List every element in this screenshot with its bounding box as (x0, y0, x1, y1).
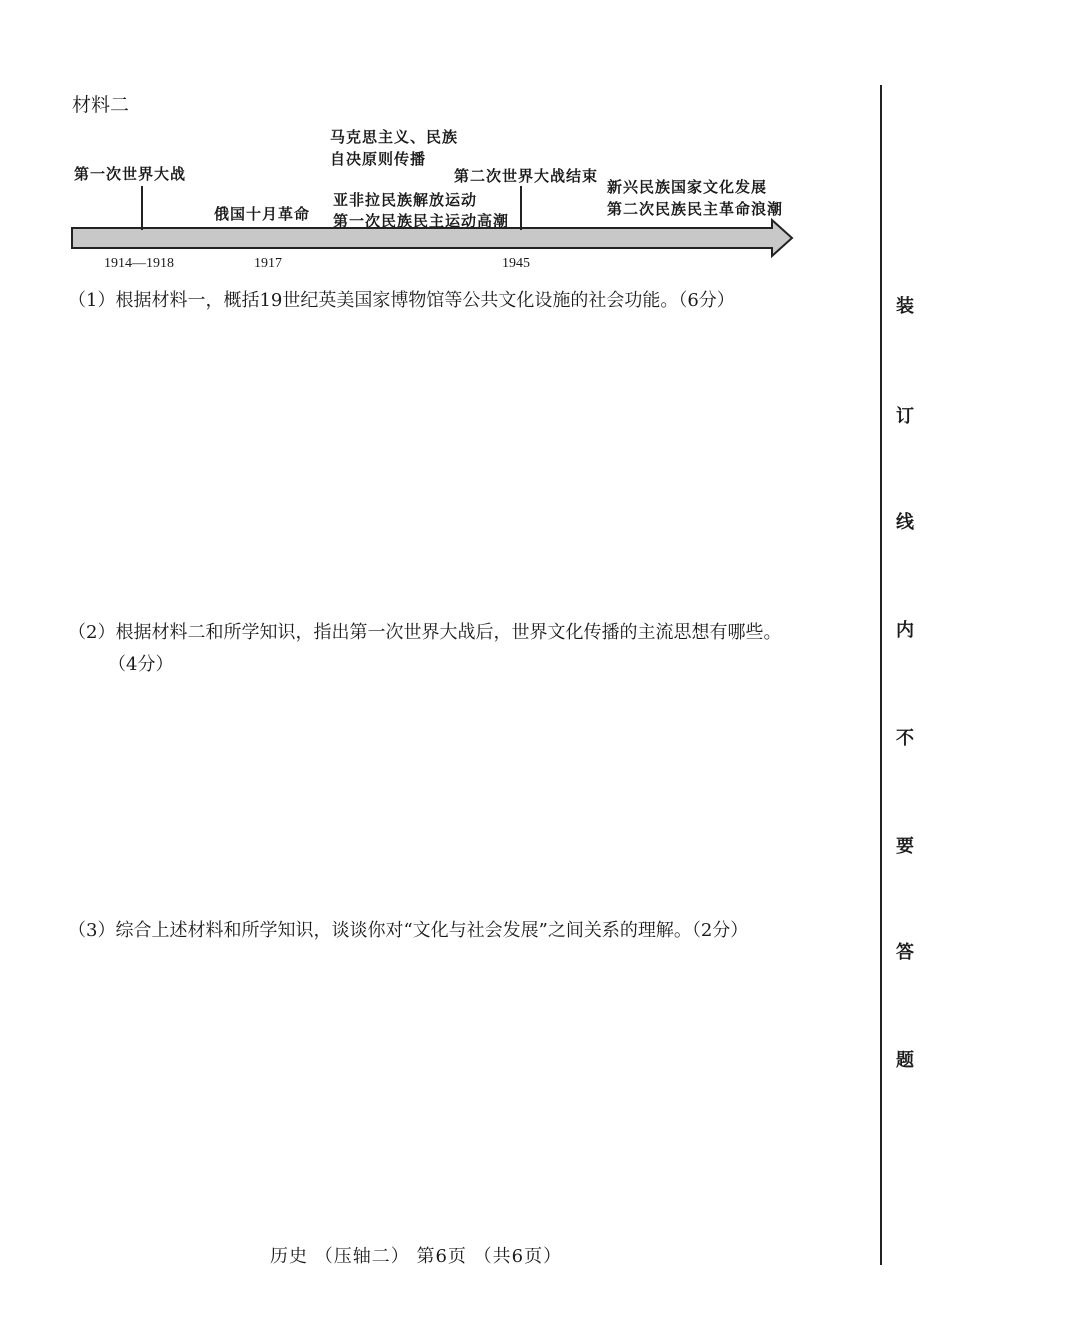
timeline-label-marxism-line1: 马克思主义、民族 (330, 128, 459, 146)
binding-char-3: 线 (896, 512, 914, 533)
question-1: （1）根据材料一，概括19世纪英美国家博物馆等公共文化设施的社会功能。（6分） (68, 290, 735, 311)
year-ww2: 1945 (502, 256, 530, 271)
binding-char-6: 要 (896, 836, 914, 857)
timeline-label-ww1: 第一次世界大战 (74, 165, 187, 183)
question-2-line1: （2）根据材料二和所学知识，指出第一次世界大战后，世界文化传播的主流思想有哪些。 (68, 622, 782, 643)
binding-char-4: 内 (896, 620, 914, 641)
timeline-label-national-liberation: 亚非拉民族解放运动 (333, 191, 478, 209)
tick-ww1 (141, 186, 143, 230)
tick-ww2 (520, 186, 522, 230)
timeline-label-ww2-end: 第二次世界大战结束 (454, 167, 599, 185)
year-revolution: 1917 (254, 256, 282, 271)
timeline-label-new-nations: 新兴民族国家文化发展 (607, 178, 768, 196)
question-3: （3）综合上述材料和所学知识，谈谈你对“文化与社会发展”之间关系的理解。（2分） (68, 920, 749, 941)
timeline-label-marxism-line2: 自决原则传播 (330, 150, 427, 168)
material-title: 材料二 (72, 94, 130, 116)
timeline-label-second-wave: 第二次民族民主革命浪潮 (607, 200, 784, 218)
binding-line (880, 85, 882, 1265)
timeline-label-first-wave: 第一次民族民主运动高潮 (333, 212, 510, 230)
binding-char-7: 答 (896, 942, 914, 963)
page-footer: 历史 （压轴二） 第6页 （共6页） (270, 1246, 563, 1267)
timeline-arrow-shape (72, 220, 792, 256)
year-ww1: 1914—1918 (104, 256, 174, 271)
binding-char-8: 题 (896, 1050, 914, 1071)
question-2-line2: （4分） (108, 654, 174, 675)
timeline-label-october-revolution: 俄国十月革命 (214, 205, 311, 223)
binding-char-1: 装 (896, 296, 914, 317)
binding-char-5: 不 (896, 728, 914, 749)
binding-char-2: 订 (896, 406, 914, 427)
